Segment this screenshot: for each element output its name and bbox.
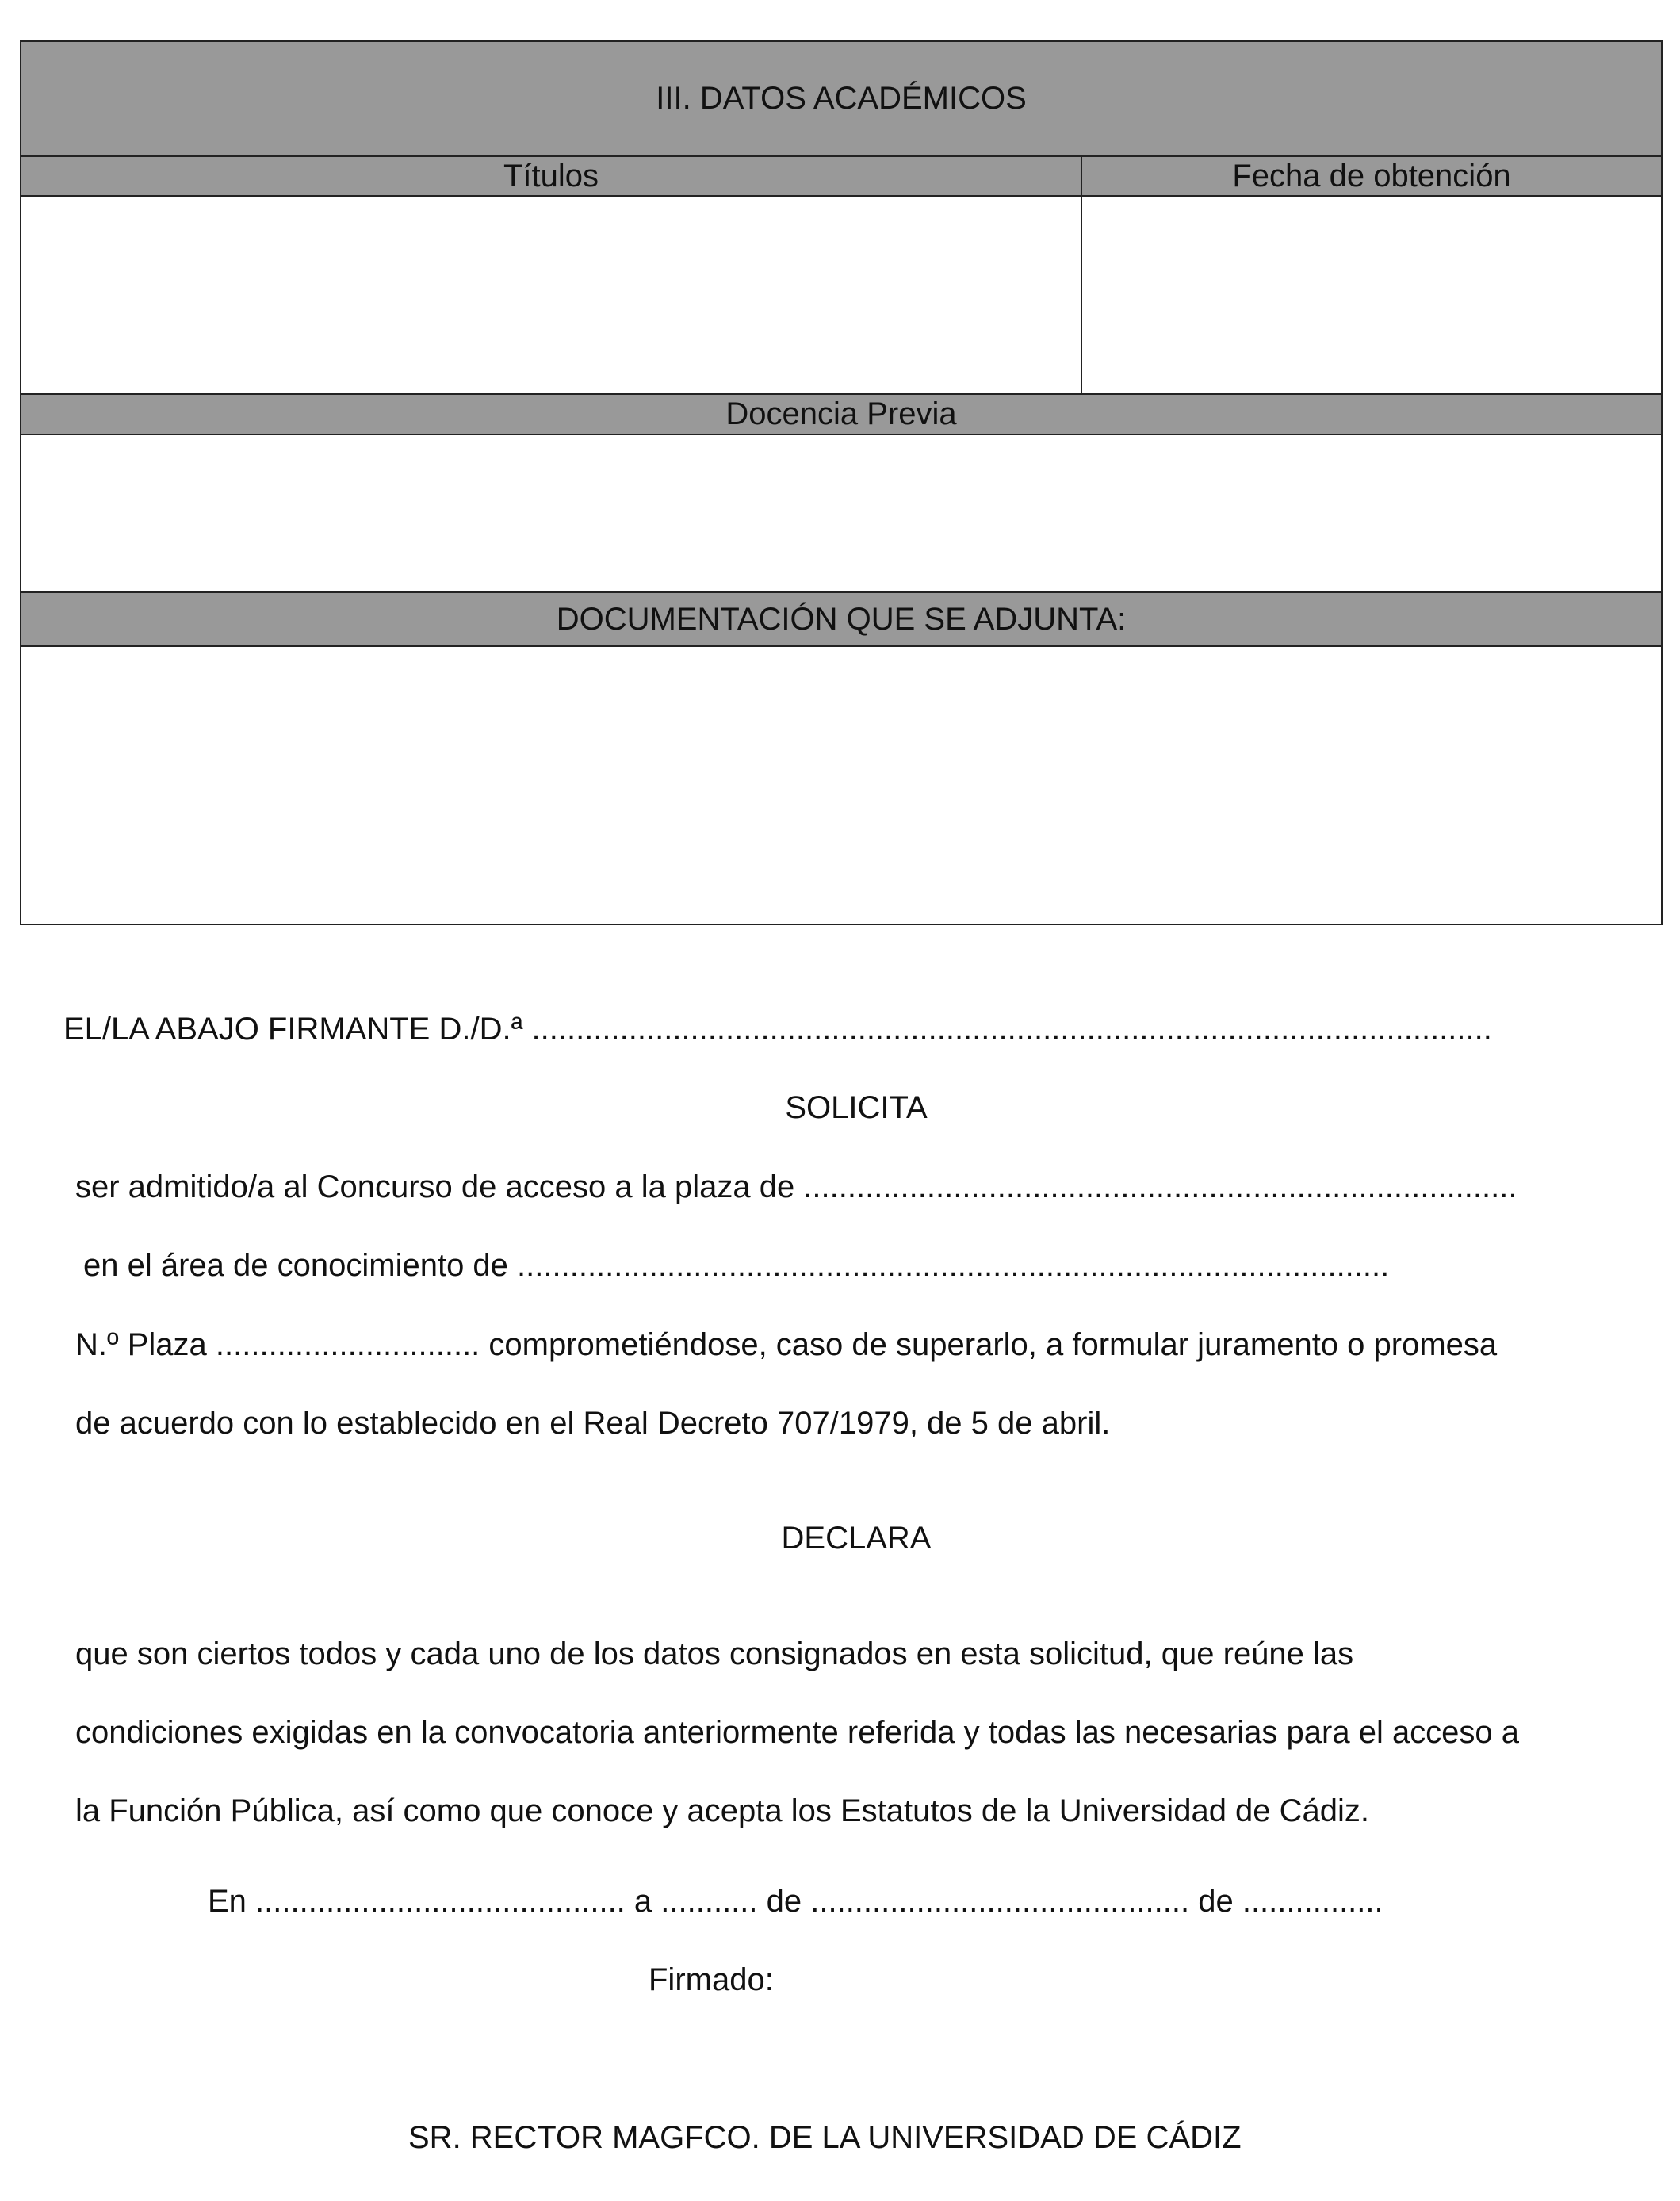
area-conocimiento-line: en el área de conocimiento de ................................................................................................... xyxy=(83,1248,1390,1283)
fecha-obtencion-header: Fecha de obtención xyxy=(1081,156,1662,196)
lugar-fecha-line: En .......................................... a ........... de ........................................... de ................ xyxy=(208,1884,1383,1919)
titulos-field[interactable] xyxy=(21,196,1081,394)
fecha-obtencion-field[interactable] xyxy=(1081,196,1662,394)
solicita-heading: SOLICITA xyxy=(785,1090,928,1125)
plaza-line: ser admitido/a al Concurso de acceso a la plaza de ................................................................................. xyxy=(75,1169,1517,1204)
declara-line-3: la Función Pública, así como que conoce y acepta los Estatutos de la Universidad de Cádiz. xyxy=(75,1793,1370,1828)
real-decreto-line: de acuerdo con lo establecido en el Real Decreto 707/1979, de 5 de abril. xyxy=(75,1406,1111,1441)
numero-plaza-line: N.º Plaza .............................. comprometiéndose, caso de superarlo, a formular juramento o promesa xyxy=(75,1327,1498,1362)
academic-data-table xyxy=(20,40,1663,925)
section-title: III. DATOS ACADÉMICOS xyxy=(21,41,1662,156)
docencia-previa-header: Docencia Previa xyxy=(21,394,1662,434)
firmado-label: Firmado: xyxy=(649,1962,774,1997)
declara-line-2: condiciones exigidas en la convocatoria anteriormente referida y todas las necesarias para el acceso a xyxy=(75,1715,1520,1750)
docencia-previa-field[interactable] xyxy=(21,434,1662,592)
titulos-header: Títulos xyxy=(21,156,1081,196)
documentacion-header: DOCUMENTACIÓN QUE SE ADJUNTA: xyxy=(21,592,1662,646)
declara-line-1: que son ciertos todos y cada uno de los datos consignados en esta solicitud, que reúne las xyxy=(75,1636,1354,1671)
destinatario-line: SR. RECTOR MAGFCO. DE LA UNIVERSIDAD DE CÁDIZ xyxy=(408,2120,1242,2155)
firmante-line: EL/LA ABAJO FIRMANTE D./D.ª ............................................................................................................. xyxy=(63,1012,1492,1047)
declara-heading: DECLARA xyxy=(781,1521,932,1556)
documentacion-field[interactable] xyxy=(21,646,1662,924)
